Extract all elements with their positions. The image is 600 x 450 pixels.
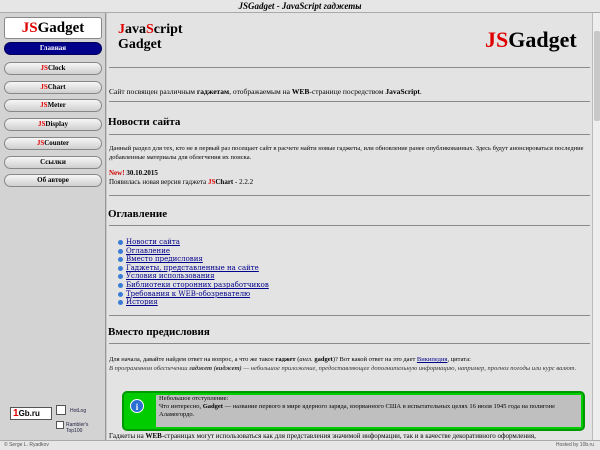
- status-hosted[interactable]: Hosted by 10b.ru: [555, 442, 594, 448]
- header-logo: JSGadget: [485, 27, 577, 52]
- divider: [109, 101, 590, 102]
- info-icon: i: [130, 399, 144, 413]
- divider: [109, 67, 590, 68]
- news-item: New! 30.10.2015 Появилась новая версия гаджета JSChart - 2.2.2: [109, 169, 254, 186]
- window-title: JSGadget - JavaScript гаджеты: [0, 0, 600, 13]
- toc-item-preface[interactable]: Вместо предисловия: [118, 255, 269, 264]
- status-copyright: © Serge L. Ryadkov: [4, 442, 49, 448]
- nav-jschart-label: Chart: [47, 83, 66, 91]
- nav-links[interactable]: [4, 156, 102, 169]
- divider: [109, 195, 590, 196]
- toc-item-toc[interactable]: Оглавление: [118, 247, 269, 256]
- news-heading: Новости сайта: [108, 116, 181, 128]
- nav-home[interactable]: [4, 42, 102, 55]
- toc-item-requirements[interactable]: Требования к WEB-обозревателю: [118, 290, 269, 299]
- nav-links-label: Ссылки: [40, 158, 66, 166]
- logo-prefix: JS: [21, 20, 38, 36]
- nav-home-label: Главная: [39, 44, 67, 52]
- toc-item-news[interactable]: Новости сайта: [118, 238, 269, 247]
- toc-item-terms[interactable]: Условия использования: [118, 272, 269, 281]
- toc-heading: Оглавление: [108, 208, 168, 220]
- toc-item-libraries[interactable]: Библиотеки сторонних разработчиков: [118, 281, 269, 290]
- preface-p3: Гаджеты на WEB-страницах могут использоваться как для представления значимой информации, так и в качестве декоративного оформления,: [109, 432, 536, 440]
- preface-heading: Вместо предисловия: [108, 326, 210, 338]
- intro-text: Сайт посвящен различным гаджетам, отображаемым на WEB-странице посредством JavaScript.: [109, 87, 422, 96]
- status-bar: [0, 440, 600, 450]
- divider: [109, 225, 590, 226]
- preface-p1: Для начала, давайте найдем ответ на вопрос, а что же такое гаджет (англ. gadget)? Вот какой ответ на это дает Википедия, цитата:: [109, 356, 471, 363]
- hotlog-link[interactable]: HotLog: [70, 408, 87, 414]
- preface-quote: В программном обеспечении гаджет (виджет) — небольшое приложение, предоставляющее дополнительную информацию, например, прогноз погоды или курс валют.: [109, 365, 577, 372]
- note-box: [122, 391, 585, 431]
- scrollbar-thumb[interactable]: [594, 31, 600, 121]
- main-content: [107, 13, 592, 440]
- sidebar: [0, 13, 106, 440]
- divider: [109, 134, 590, 135]
- nav-jsdisplay-label: Display: [45, 120, 68, 128]
- nav-jsclock-label: Clock: [47, 64, 66, 72]
- nav-about-label: Об авторе: [37, 176, 69, 184]
- wikipedia-link[interactable]: Википедия: [416, 356, 448, 363]
- page-header-title: JavaScript Gadget: [118, 22, 183, 52]
- toc-item-history[interactable]: История: [118, 298, 269, 307]
- nav-about[interactable]: [4, 174, 102, 187]
- nav-jsmeter[interactable]: JSMeter: [4, 99, 102, 112]
- news-text: Данный раздел для тех, кто не в первый раз посещает сайт в расчете найти новые гаджеты, или обновление ранее опубликованных. Здесь будут анонсироваться последние добавленные материалы для облегчения их поиска.: [109, 145, 584, 161]
- nav-jsmeter-label: Meter: [47, 101, 66, 109]
- rambler-link[interactable]: Rambler's Top100: [66, 422, 89, 434]
- scrollbar[interactable]: [592, 13, 600, 440]
- note-text: Небольшое отступление: Что интересно, Gadget — название первого в мире ядерного заряда, взорванного США в испытательных целях 16 июля 1945 года на полигоне Аламогордо.: [156, 395, 581, 427]
- counter-1gb[interactable]: 1Gb.ru: [10, 407, 52, 420]
- hotlog-icon[interactable]: [56, 405, 66, 415]
- toc-item-gadgets[interactable]: Гаджеты, представленные на сайте: [118, 264, 269, 273]
- nav-jscounter-label: Counter: [44, 139, 70, 147]
- nav-jsclock[interactable]: JSClock: [4, 62, 102, 75]
- nav-jschart[interactable]: JSChart: [4, 81, 102, 94]
- divider: [109, 315, 590, 316]
- sidebar-logo[interactable]: [4, 17, 102, 39]
- nav-jsdisplay[interactable]: JSDisplay: [4, 118, 102, 131]
- logo-suffix: Gadget: [37, 20, 85, 36]
- nav-jscounter[interactable]: JSCounter: [4, 137, 102, 150]
- toc-list: [118, 238, 269, 307]
- rambler-icon[interactable]: [56, 421, 64, 429]
- divider: [109, 343, 590, 344]
